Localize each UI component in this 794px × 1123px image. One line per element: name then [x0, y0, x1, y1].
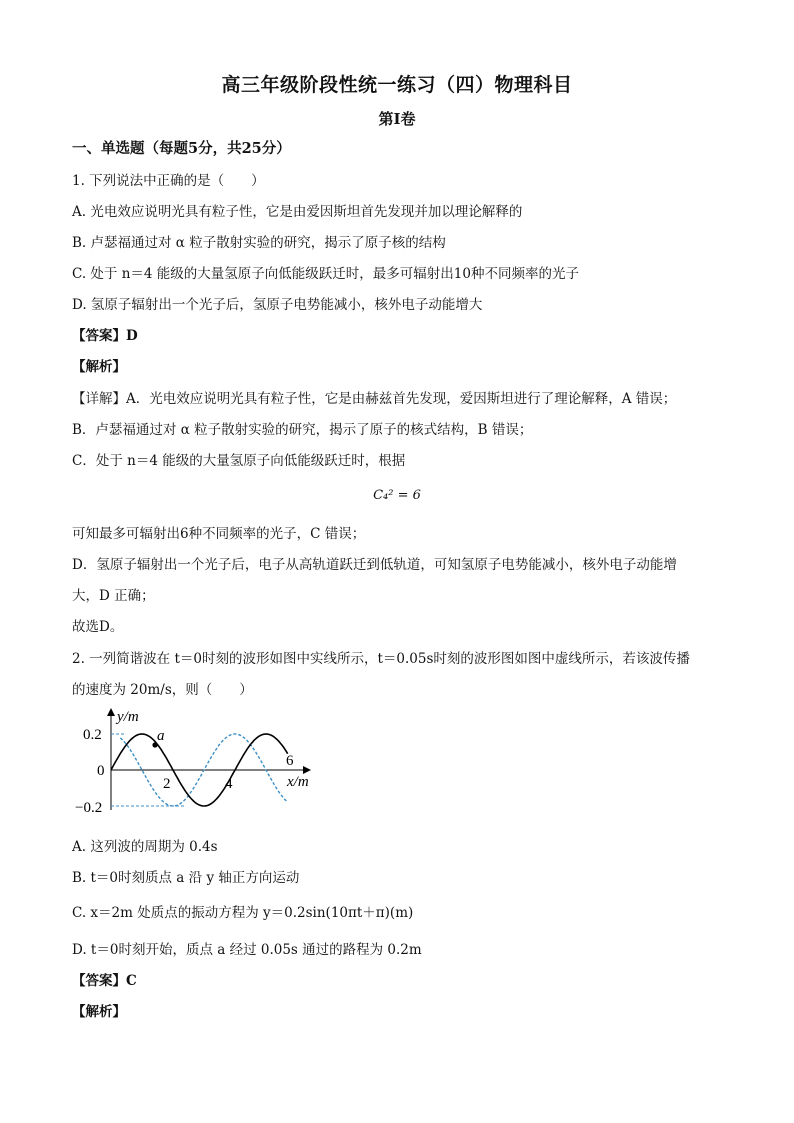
q1-detail-b: B．卢瑟福通过对 α 粒子散射实验的研究，揭示了原子的核式结构，B 错误；: [72, 422, 533, 438]
q1-option-a: A. 光电效应说明光具有粒子性，它是由爱因斯坦首先发现并加以理论解释的: [72, 204, 523, 220]
q1-stem: 1. 下列说法中正确的是（ ）: [72, 173, 265, 189]
q2-option-b: B. t＝0时刻质点 a 沿 y 轴正方向运动: [72, 870, 300, 886]
q1-option-b: B. 卢瑟福通过对 α 粒子散射实验的研究，揭示了原子核的结构: [72, 235, 446, 251]
page-title: 高三年级阶段性统一练习（四）物理科目: [221, 74, 573, 96]
q2-answer: 【答案】C: [72, 973, 137, 989]
x-tick-4: 4: [225, 776, 233, 792]
x-axis-label: x/m: [287, 774, 309, 790]
q1-conclusion: 故选D。: [72, 619, 124, 635]
x-tick-6: 6: [286, 753, 294, 769]
q1-detail-d2: 大，D 正确；: [72, 588, 155, 604]
y-tick-zero: 0: [97, 763, 105, 779]
wave-figure: [75, 706, 335, 821]
q2-option-a: A. 这列波的周期为 0.4s: [72, 839, 218, 855]
q2-stem-line2: 的速度为 20m/s，则（ ）: [72, 682, 253, 698]
y-tick-bottom: −0.2: [75, 800, 103, 816]
q2-stem-line1: 2. 一列简谐波在 t＝0时刻的波形如图中实线所示，t＝0.05s时刻的波形图如图中虚线所示，若该波传播: [72, 651, 690, 667]
q1-analysis: 【解析】: [72, 359, 126, 375]
q1-detail-c: C．处于 n＝4 能级的大量氢原子向低能级跃迁时，根据: [72, 453, 406, 469]
section-heading: 一、单选题（每题5分，共25分）: [72, 140, 291, 157]
y-tick-top: 0.2: [83, 727, 102, 743]
q1-formula: C₄² = 6: [373, 488, 421, 503]
point-a-label: a: [157, 728, 165, 744]
q1-detail-a: 【详解】A．光电效应说明光具有粒子性，它是由赫兹首先发现，爱因斯坦进行了理论解释，A 错误；: [72, 391, 677, 407]
q1-detail-c2: 可知最多可辐射出6种不同频率的光子，C 错误；: [72, 526, 366, 542]
y-axis-label: y/m: [117, 709, 139, 725]
q2-option-d: D. t＝0时刻开始，质点 a 经过 0.05s 通过的路程为 0.2m: [72, 942, 422, 958]
q1-option-c: C. 处于 n＝4 能级的大量氢原子向低能级跃迁时，最多可辐射出10种不同频率的光子: [72, 266, 579, 282]
q2-analysis: 【解析】: [72, 1004, 126, 1020]
q1-answer: 【答案】D: [72, 328, 138, 344]
x-axis-arrow: [303, 766, 311, 774]
q1-detail-d: D．氢原子辐射出一个光子后，电子从高轨道跃迁到低轨道，可知氢原子电势能减小，核外电子动能增: [72, 557, 677, 573]
q1-option-d: D. 氢原子辐射出一个光子后，氢原子电势能减小，核外电子动能增大: [72, 297, 483, 313]
volume-heading: 第I卷: [378, 110, 416, 128]
q2-option-c: C. x＝2m 处质点的振动方程为 y＝0.2sin(10πt＋π)(m): [72, 905, 414, 921]
y-axis-arrow: [107, 708, 115, 716]
x-tick-2: 2: [163, 776, 171, 792]
